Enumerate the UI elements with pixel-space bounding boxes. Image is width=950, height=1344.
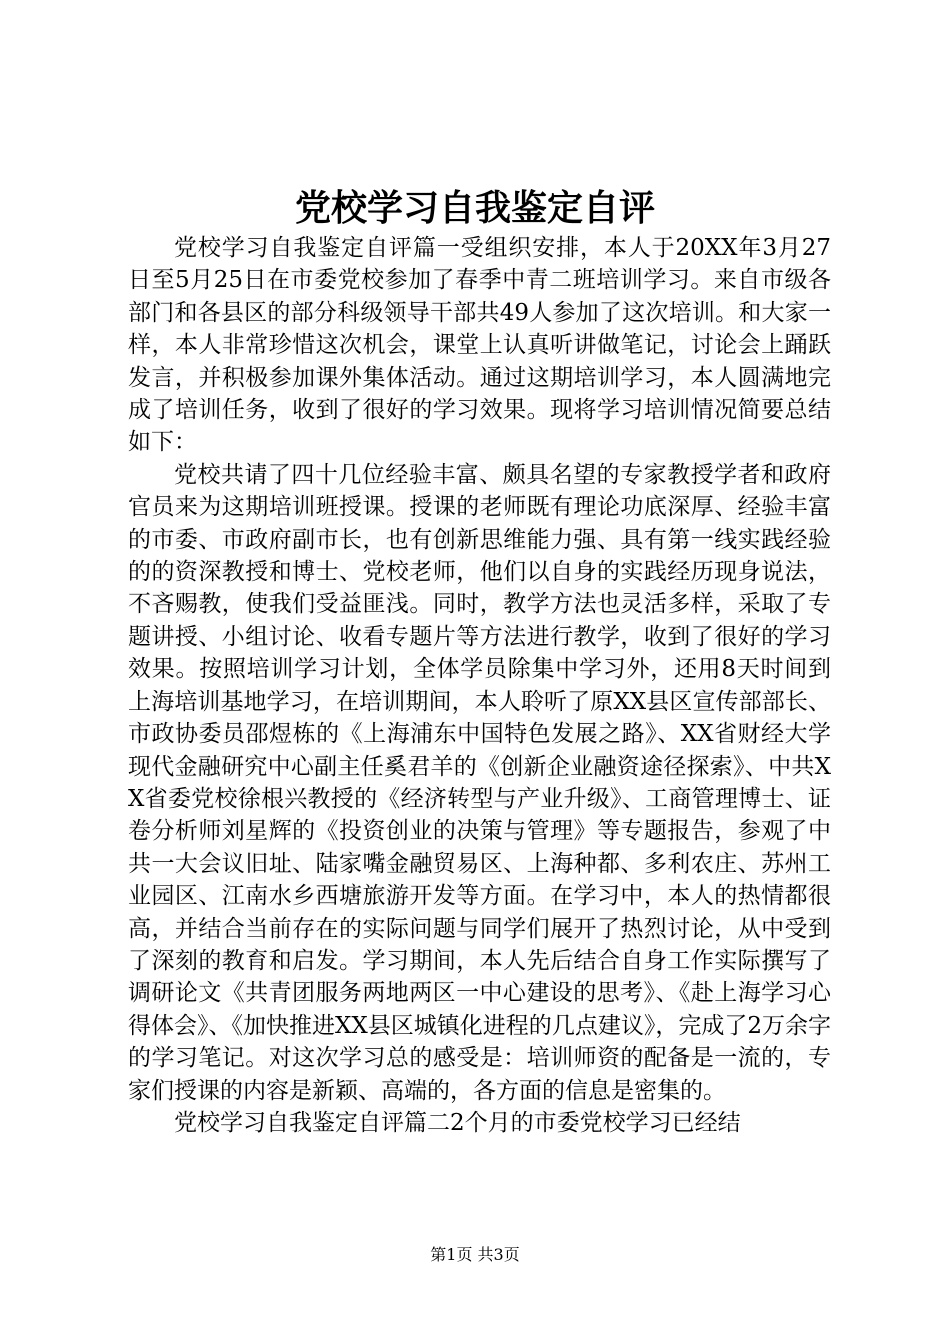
document-body xyxy=(128,232,831,1139)
paragraph-1: 党校学习自我鉴定自评篇一受组织安排，本人于20XX年3月27日至5月25日在市委党校参加了春季中青二班培训学习。来自市级各部门和各县区的部分科级领导干部共49人参加了这次培训。和大家一样，本人非常珍惜这次机会，课堂上认真听讲做笔记，讨论会上踊跃发言，并积极参加课外集体活动。通过这期培训学习，本人圆满地完成了培训任务，收到了很好的学习效果。现将学习培训情况简要总结如下： xyxy=(128,235,831,456)
paragraph-3: 党校学习自我鉴定自评篇二2个月的市委党校学习已经结 xyxy=(174,1109,741,1136)
page-number-footer: 第1页 共3页 xyxy=(430,1245,520,1264)
document-title: 党校学习自我鉴定自评 xyxy=(294,187,655,229)
paragraph-2: 党校共请了四十几位经验丰富、颇具名望的专家教授学者和政府官员来为这期培训班授课。授课的老师既有理论功底深厚、经验丰富的市委、市政府副市长，也有创新思维能力强、具有第一线实践经验的的资深教授和博士、党校老师，他们以自身的实践经历现身说法，不吝赐教，使我们受益匪浅。同时，教学方法也灵活多样，采取了专题讲授、小组讨论、收看专题片等方法进行教学，收到了很好的学习效果。按照培训学习计划，全体学员除集中学习外，还用8天时间到上海培训基地学习，在培训期间，本人聆听了原XX县区宣传部部长、市政协委员邵煜栋的《上海浦东中国特色发展之路》、XX省财经大学现代金融研究中心副主任奚君羊的《创新企业融资途径探索》、中共XX省委党校徐根兴教授的《经济转型与产业升级》、工商管理博士、证卷分析师刘星辉的《投资创业的决策与管理》等专题报告，参观了中共一大会议旧址、陆家嘴金融贸易区、上海种都、多利农庄、苏州工业园区、江南水乡西塘旅游开发等方面。在学习中，本人的热情都很高，并结合当前存在的实际问题与同学们展开了热烈讨论，从中受到了深刻的教育和启发。学习期间，本人先后结合自身工作实际撰写了调研论文《共青团服务两地两区一中心建设的思考》、《赴上海学习心得体会》、《加快推进XX县区城镇化进程的几点建议》，完成了2万余字的学习笔记。对这次学习总的感受是：培训师资的配备是一流的，专家们授课的内容是新颖、高端的，各方面的信息是密集的。 xyxy=(128,461,831,1104)
